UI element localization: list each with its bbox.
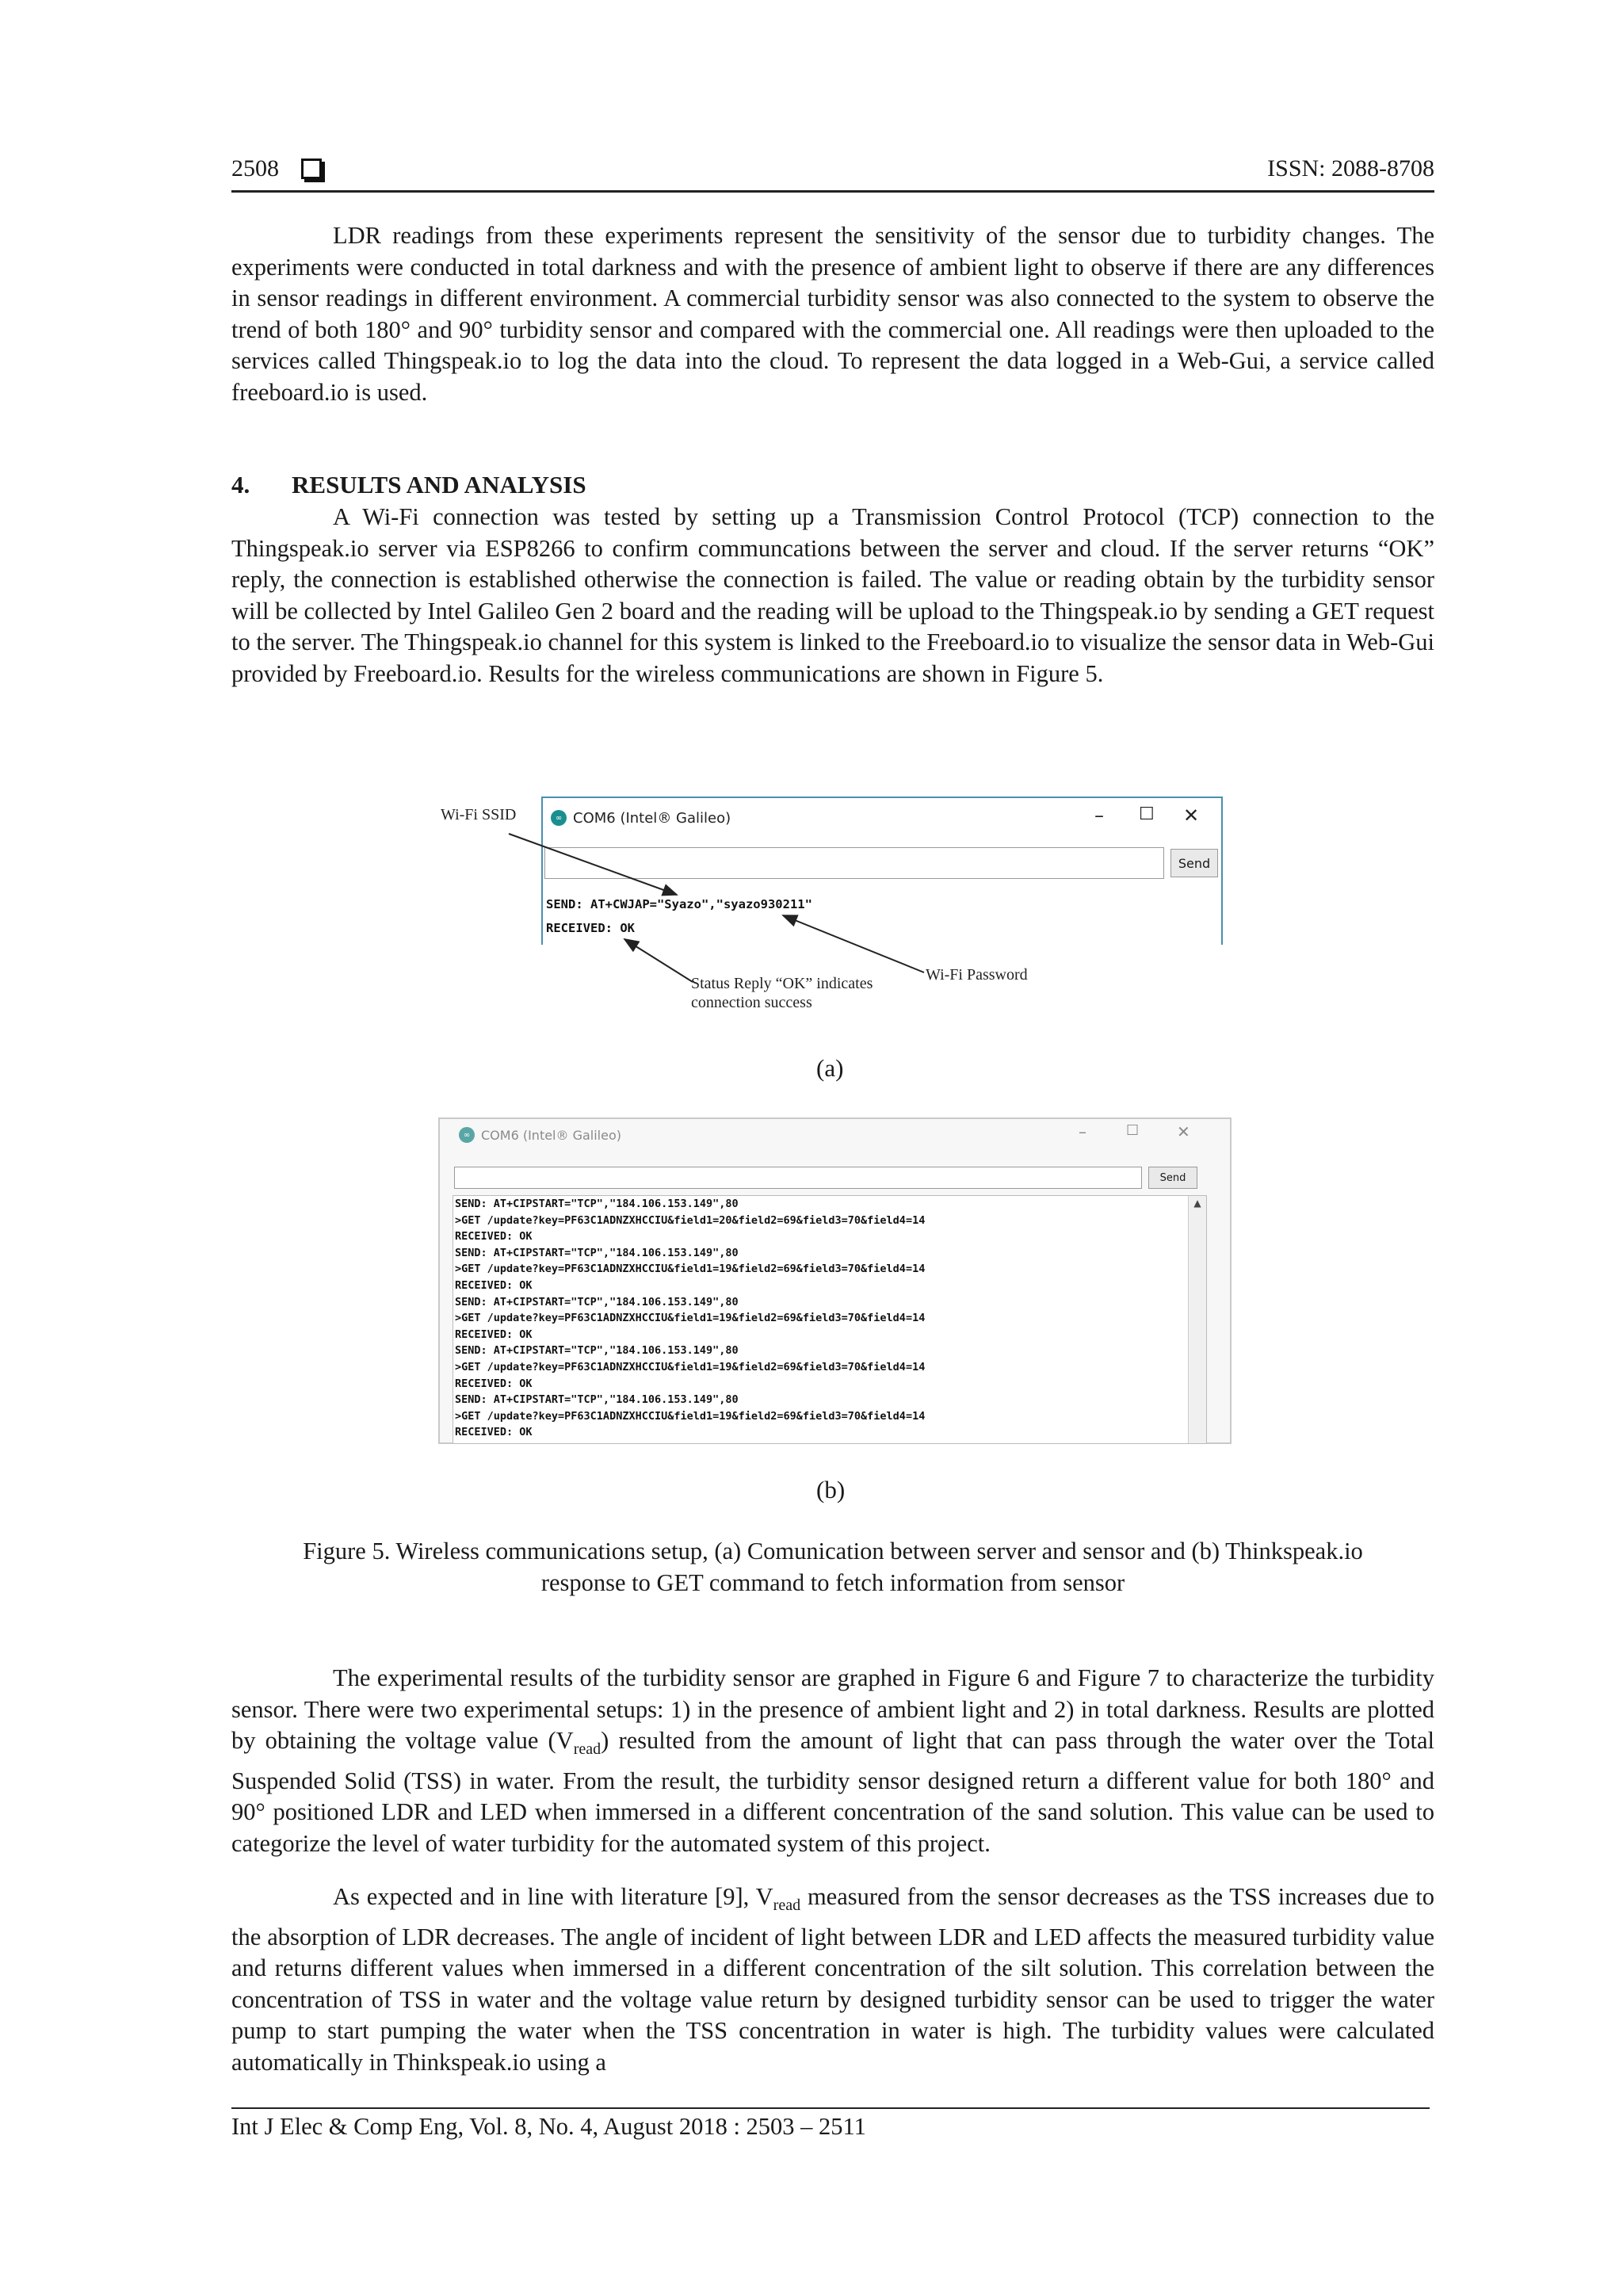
section-title: RESULTS AND ANALYSIS (292, 471, 586, 499)
window-title: COM6 (Intel® Galileo) (573, 809, 731, 827)
log-line: RECEIVED: OK (455, 1278, 533, 1292)
log-line: >GET /update?key=PF63C1ADNZXHCCIU&field1=19&field2=69&field3=70&field4=14 (455, 1263, 926, 1276)
square-bullet-icon (301, 159, 322, 179)
maximize-icon[interactable]: ☐ (1126, 1122, 1140, 1139)
results-paragraph-2 (231, 1881, 1434, 2078)
close-icon[interactable]: ✕ (1177, 1122, 1190, 1141)
serial-output-area (453, 1195, 1207, 1444)
log-line: RECEIVED: OK (455, 1230, 533, 1244)
figure-b-label: (b) (816, 1476, 846, 1503)
password-arrow (783, 915, 924, 972)
subscript: read (773, 1897, 801, 1915)
issn: ISSN: 2088-8708 (1267, 155, 1434, 181)
footer-divider (231, 2107, 1430, 2109)
results-paragraph-1 (231, 1663, 1434, 1859)
page-number: 2508 (231, 155, 279, 181)
text-run: measured from the sensor decreases as the TSS increases due to the absorption of LDR decreases. The angle of incident of light between LDR and LED affects the measured turbidity value and returns different values when immersed in a different concentration of the silt solution. This correlation between the concentration of TSS in water and the voltage value return by designed turbidity sensor can be used to trigger the water pump to start pumping the water when the TSS concentration in water is high. The turbidity values were calculated automatically in Thinkspeak.io using a (231, 1883, 1434, 2076)
serial-input[interactable] (454, 1167, 1142, 1189)
section-heading (231, 471, 586, 499)
output-line: SEND: AT+CWJAP="Syazo","syazo930211" (546, 897, 812, 911)
log-line: SEND: AT+CIPSTART="TCP","184.106.153.149",80 (455, 1344, 739, 1358)
arduino-icon: ∞ (459, 1127, 475, 1143)
figure-a (441, 797, 1225, 1026)
minimize-icon[interactable]: – (1079, 1122, 1086, 1141)
title-bar (440, 1119, 1230, 1151)
log-line: RECEIVED: OK (455, 1426, 533, 1439)
figure-caption (231, 1535, 1434, 1599)
output-line: RECEIVED: OK (546, 921, 635, 935)
figure-caption-line: response to GET command to fetch information from sensor (540, 1569, 1125, 1596)
serial-monitor-window-b (438, 1117, 1232, 1444)
scrollbar[interactable] (1188, 1196, 1206, 1443)
window-title: COM6 (Intel® Galileo) (481, 1127, 621, 1143)
scroll-up-icon[interactable]: ▲ (1193, 1198, 1201, 1209)
section-paragraph: A Wi-Fi connection was tested by setting up a Transmission Control Protocol (TCP) connection to the Thingspeak.io server via ESP8266 to confirm communcations between the server and cloud. If the server returns “OK” reply, the connection is established otherwise the connection is failed. The value or reading obtain by the turbidity sensor will be collected by Intel Galileo Gen 2 board and the reading will be upload to the Thingspeak.io by sending a GET request to the server. The Thingspeak.io channel for this system is linked to the Freeboard.io to visualize the sensor data in Web-Gui provided by Freeboard.io. Results for the wireless communications are shown in Figure 5. (231, 503, 1434, 687)
figure-a-label: (a) (816, 1054, 844, 1082)
send-button[interactable]: Send (1148, 1167, 1197, 1189)
serial-log (455, 1196, 925, 1441)
log-line: SEND: AT+CIPSTART="TCP","184.106.153.149",80 (455, 1246, 739, 1259)
log-line: RECEIVED: OK (455, 1328, 533, 1341)
header-divider (231, 190, 1434, 193)
annot-ssid: Wi-Fi SSID (441, 806, 517, 823)
section-number: 4. (231, 471, 250, 499)
log-line: >GET /update?key=PF63C1ADNZXHCCIU&field1=19&field2=69&field3=70&field4=14 (455, 1312, 926, 1325)
annotation-arrows (441, 797, 1225, 1026)
maximize-icon[interactable]: ☐ (1139, 804, 1155, 824)
page-header-left (231, 155, 322, 182)
annot-status-line: connection success (691, 994, 812, 1011)
intro-paragraph: LDR readings from these experiments represent the sensitivity of the sensor due to turbidity changes. The experiments were conducted in total darkness and with the presence of ambient light to observe if there are any differences in sensor readings in different environment. A commercial turbidity sensor was also connected to the system to observe the trend of both 180° and 90° turbidity sensor and compared with the commercial one. All readings were then uploaded to the services called Thingspeak.io to log the data into the cloud. To represent the data logged in a Web-Gui, a service called freeboard.io is used. (231, 222, 1434, 406)
send-button[interactable]: Send (1170, 849, 1218, 877)
arduino-icon: ∞ (551, 810, 567, 826)
annot-password: Wi-Fi Password (926, 966, 1028, 984)
log-line: SEND: AT+CIPSTART="TCP","184.106.153.149",80 (455, 1295, 739, 1308)
close-icon[interactable]: ✕ (1183, 804, 1200, 827)
text-run: As expected and in line with literature [9], V (333, 1883, 773, 1910)
status-arrow (624, 939, 693, 982)
figure-caption-line: Figure 5. Wireless communications setup, (a) Comunication between server and sensor and (b) Thinkspeak.io (303, 1538, 1363, 1564)
log-line: SEND: AT+CIPSTART="TCP","184.106.153.149",80 (455, 1198, 739, 1210)
ssid-arrow (509, 834, 677, 895)
log-line: SEND: AT+CIPSTART="TCP","184.106.153.149",80 (455, 1393, 739, 1407)
log-line: >GET /update?key=PF63C1ADNZXHCCIU&field1=19&field2=69&field3=70&field4=14 (455, 1409, 926, 1423)
text-run: ) resulted from the amount of light that can pass through the water over the Total Suspended Solid (TSS) in water. From the result, the turbidity sensor designed return a different value for both 180° and 90° positioned LDR and LED when immersed in a different concentration of the sand solution. This value can be used to categorize the level of water turbidity for the automated system of this project. (231, 1727, 1434, 1857)
text-run: The experimental results of the turbidity sensor are graphed in Figure 6 and Figure 7 to characterize the turbidity sensor. There were two experimental setups: 1) in the presence of ambient light and 2) in total darkness. Results are plotted by obtaining the voltage value (V (231, 1664, 1434, 1754)
footer-citation: Int J Elec & Comp Eng, Vol. 8, No. 4, August 2018 : 2503 – 2511 (231, 2113, 866, 2140)
log-line: >GET /update?key=PF63C1ADNZXHCCIU&field1=19&field2=69&field3=70&field4=14 (455, 1360, 926, 1373)
minimize-icon[interactable]: – (1094, 804, 1104, 827)
subscript: read (573, 1740, 601, 1759)
log-line: >GET /update?key=PF63C1ADNZXHCCIU&field1=20&field2=69&field3=70&field4=14 (455, 1213, 926, 1227)
annot-status-line: Status Reply “OK” indicates (691, 975, 873, 992)
log-line: RECEIVED: OK (455, 1377, 533, 1390)
